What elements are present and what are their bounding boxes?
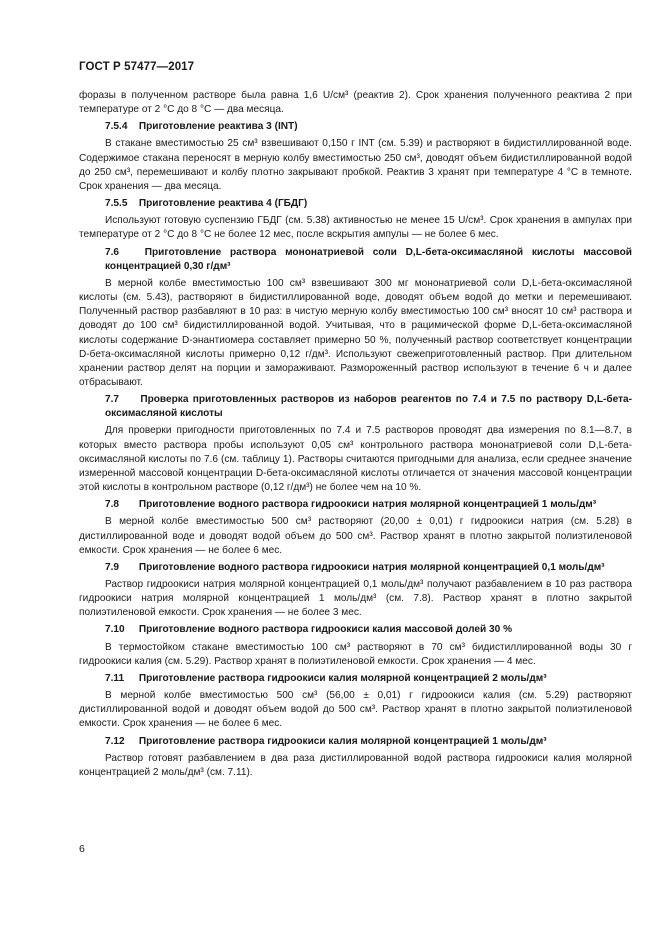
paragraph: В мерной колбе вместимостью 500 см³ растворяют (20,00 ± 0,01) г гидроокиси натрия (см. 5.28) в дистиллированной воде и доводят водой объем до 500 см³. Раствор хранят в плотно закрытой полиэтиленовой емкости. Срок хранения — не более 6 мес.	[79, 516, 632, 556]
paragraph: Раствор гидроокиси натрия молярной концентрацией 0,1 моль/дм³ получают разбавлением в 10 раз раствора гидроокиси натрия молярной концентрацией 1 моль/дм³ (см. 7.8). Раствор хранят в плотно закрытой полиэтиленовой емкости. Срок хранения — не более 3 мес.	[79, 579, 632, 619]
section-number: 7.5.4	[105, 121, 128, 133]
paragraph-continuation: форазы в полученном растворе была равна 1,6 U/см³ (реактив 2). Срок хранения полученного реактива 2 при температуре от 2 °С до 8 °С — два месяца.	[79, 90, 632, 116]
section-title: Приготовление водного раствора гидроокиси калия массовой долей 30 %	[138, 624, 513, 636]
paragraph: Для проверки пригодности приготовленных по 7.4 и 7.5 растворов проводят два измерения по 8.1—8.7, в которых вместо раствора пробы используют 0,05 см³ контрольного раствора мононатриевой соли D,L-бета-оксимасляной кислоты по 7.6 (см. таблицу 1). Растворы считаются пригодными для анализа, если среднее значение измеренной массовой концентрации D-бета-оксимасляной кислоты отличается от значения массовой концентрации этой кислоты в контрольном растворе (0,12 г/дм³) не более чем на 10 %.	[79, 425, 632, 494]
section-title: Приготовление водного раствора гидроокиси натрия молярной концентрацией 1 моль/дм³	[138, 499, 597, 511]
section-title: Приготовление реактива 4 (ГБДГ)	[138, 198, 308, 210]
paragraph: В термостойком стакане вместимостью 100 см³ растворяют в 70 см³ бидистиллированной воды 30 г гидроокиси калия (см. 5.29). Раствор хранят в полиэтиленовой емкости. Срок хранения — 4 мес.	[79, 641, 632, 667]
section-heading-7-5-5	[79, 194, 632, 214]
document-header: ГОСТ Р 57477—2017	[79, 61, 195, 73]
section-number: 7.7	[105, 394, 120, 406]
section-heading-7-11	[79, 669, 632, 689]
section-heading-7-7	[79, 390, 632, 424]
section-number: 7.11	[105, 672, 125, 684]
section-heading-7-9	[79, 558, 632, 578]
document-body	[79, 89, 632, 780]
paragraph: В стакане вместимостью 25 см³ взвешивают 0,150 г INT (см. 5.39) и растворяют в бидистиллированной воде. Содержимое стакана переносят в мерную колбу вместимостью 250 см³, доводят объем бидистиллированной водой до 250 см³, перемешивают и колбу плотно закрывают пробкой. Реактив 3 хранят при температуре 4 °С в темноте. Срок хранения — два месяца.	[79, 138, 632, 192]
section-number: 7.10	[105, 624, 125, 636]
section-title: Приготовление раствора гидроокиси калия молярной концентрацией 1 моль/дм³	[138, 735, 547, 747]
paragraph: Раствор готовят разбавлением в два раза дистиллированной водой раствора гидроокиси калия молярной концентрацией 2 моль/дм³ (см. 7.11).	[79, 752, 632, 778]
section-number: 7.6	[105, 246, 120, 258]
section-number: 7.9	[105, 561, 120, 573]
page-number: 6	[79, 843, 85, 855]
section-heading-7-8	[79, 495, 632, 515]
section-number: 7.12	[105, 735, 125, 747]
section-heading-7-10	[79, 620, 632, 640]
paragraph: В мерной колбе вместимостью 100 см³ взвешивают 300 мг мононатриевой соли D,L-бета-оксимасляной кислоты (см. 5.43), растворяют в бидистиллированной воде, доводят объем водой до метки и перемешивают. Полученный раствор разбавляют в 10 раз: в чистую мерную колбу вместимостью 100 см³ вносят 10 см³ раствора и доводят до 100 см³ бидистиллированной водой. Учитывая, что в рацимической форме D,L-бета-оксимасляной кислоты содержание D-энантиомера составляет примерно 50 %, полученный раствор соответствует концентрации D-бета-оксимасляной кислоты примерно 0,12 г/дм³. Используют свежеприготовленный раствор. При длительном хранении раствор делят на порции и замораживают. Размороженный раствор используют в течение 6 ч и далее отбрасывают.	[79, 277, 632, 388]
section-number: 7.8	[105, 499, 120, 511]
section-number: 7.5.5	[105, 198, 128, 210]
paragraph: Используют готовую суспензию ГБДГ (см. 5.38) активностью не менее 15 U/см³. Срок хранения в ампулах при температуре от 2 °С до 8 °С не более 12 мес, после вскрытия ампулы — не более 6 мес.	[79, 215, 632, 241]
section-heading-7-12	[79, 732, 632, 752]
section-title: Приготовление реактива 3 (INT)	[138, 121, 298, 133]
section-title: Приготовление раствора мононатриевой соли D,L-бета-оксимасляной кислоты массовой концентрацией 0,30 г/дм³	[105, 246, 633, 272]
section-heading-7-6	[79, 243, 632, 277]
section-title: Приготовление раствора гидроокиси калия молярной концентрацией 2 моль/дм³	[138, 672, 547, 684]
section-heading-7-5-4	[79, 117, 632, 137]
section-title: Проверка приготовленных растворов из наборов реагентов по 7.4 и 7.5 по раствору D,L-бета-оксимасляной кислоты	[105, 394, 633, 420]
section-title: Приготовление водного раствора гидроокиси натрия молярной концентрацией 0,1 моль/дм³	[138, 561, 605, 573]
paragraph: В мерной колбе вместимостью 500 см³ (56,00 ± 0,01) г гидроокиси калия (см. 5.29) растворяют дистиллированной водой и доводят объем водой до 500 см³. Раствор хранят в плотно закрытой полиэтиленовой емкости. Срок хранения — не более 6 мес.	[79, 690, 632, 730]
